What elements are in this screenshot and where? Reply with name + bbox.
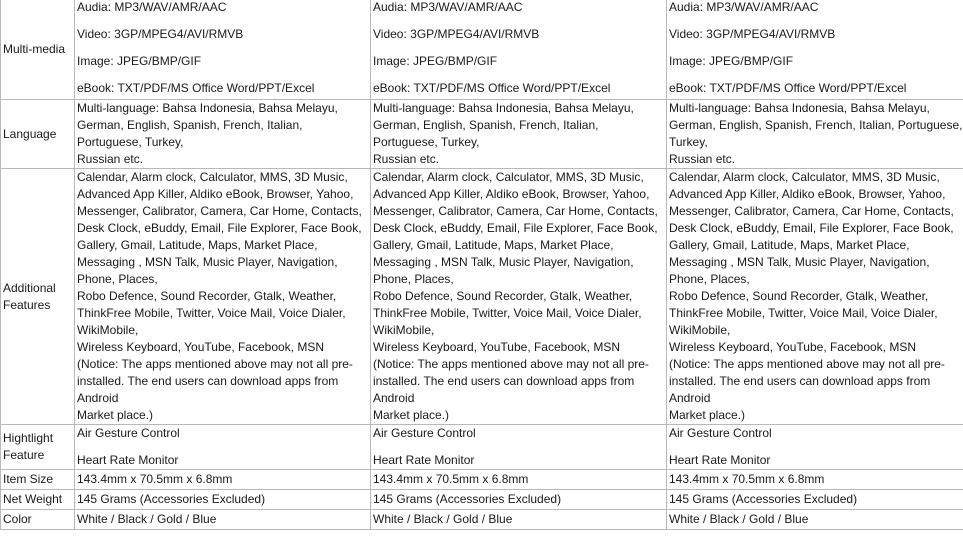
label-item-size: Item Size <box>1 470 75 490</box>
row-highlight-feature <box>1 425 963 470</box>
net-weight-cell-1: 145 Grams (Accessories Excluded) <box>75 490 371 510</box>
net-weight-cell-2: 145 Grams (Accessories Excluded) <box>371 490 667 510</box>
feature-line: Desk Clock, eBuddy, Email, File Explorer, Face Book, <box>77 221 362 235</box>
feature-line: Messaging , MSN Talk, Music Player, Navigation, <box>77 255 338 269</box>
feature-line: Robo Defence, Sound Recorder, Gtalk, Weather, <box>669 289 929 303</box>
multimedia-cell-2: Audia: MP3/WAV/AMR/AAC Video: 3GP/MPEG4/AVI/RMVB Image: JPEG/BMP/GIF eBook: TXT/PDF/MS Office Word/PPT/Excel <box>371 0 667 100</box>
feature-line: (Notice: The apps mentioned above may not all pre- <box>373 357 649 371</box>
feature-line: (Notice: The apps mentioned above may not all pre- <box>669 357 945 371</box>
row-item-size <box>1 470 963 490</box>
label-multimedia: Multi-media <box>1 0 75 100</box>
language-cell-3: Multi-language: Bahsa Indonesia, Bahsa Melayu, German, English, Spanish, French, Italian, Portuguese, Turkey, Russian etc. <box>667 100 963 169</box>
feature-line: Desk Clock, eBuddy, Email, File Explorer, Face Book, <box>373 221 658 235</box>
label-color: Color <box>1 510 75 530</box>
feature-line: Advanced App Killer, Aldiko eBook, Browser, Yahoo, <box>669 187 946 201</box>
feature-line: Messaging , MSN Talk, Music Player, Navigation, <box>669 255 930 269</box>
color-cell-3: White / Black / Gold / Blue <box>667 510 963 530</box>
row-additional-features <box>1 169 963 425</box>
item-size-cell-3: 143.4mm x 70.5mm x 6.8mm <box>667 470 963 490</box>
feature-line: Messaging , MSN Talk, Music Player, Navigation, <box>373 255 634 269</box>
item-size-cell-1: 143.4mm x 70.5mm x 6.8mm <box>75 470 371 490</box>
feature-line: Robo Defence, Sound Recorder, Gtalk, Weather, <box>373 289 633 303</box>
multimedia-cell-3: Audia: MP3/WAV/AMR/AAC Video: 3GP/MPEG4/AVI/RMVB Image: JPEG/BMP/GIF eBook: TXT/PDF/MS Office Word/PPT/Excel <box>667 0 963 100</box>
feature-line: Calendar, Alarm clock, Calculator, MMS, 3D Music, <box>373 170 644 184</box>
color-cell-1: White / Black / Gold / Blue <box>75 510 371 530</box>
feature-line: Robo Defence, Sound Recorder, Gtalk, Weather, <box>77 289 337 303</box>
feature-line: Android <box>77 391 119 405</box>
features-cell-3 <box>667 169 963 425</box>
features-cell-2 <box>371 169 667 425</box>
feature-line: Desk Clock, eBuddy, Email, File Explorer, Face Book, <box>669 221 954 235</box>
feature-line: installed. The end users can download apps from <box>77 374 339 388</box>
feature-line: Calendar, Alarm clock, Calculator, MMS, 3D Music, <box>77 170 348 184</box>
feature-line: Wireless Keyboard, YouTube, Facebook, MSN <box>373 340 621 354</box>
feature-line: Calendar, Alarm clock, Calculator, MMS, 3D Music, <box>669 170 940 184</box>
feature-line: Gallery, Gmail, Latitude, Maps, Market Place, <box>373 238 614 252</box>
language-cell-2: Multi-language: Bahsa Indonesia, Bahsa Melayu, German, English, Spanish, French, Italian, Portuguese, Turkey, Russian etc. <box>371 100 667 169</box>
feature-line: WikiMobile, <box>669 323 731 337</box>
color-cell-2: White / Black / Gold / Blue <box>371 510 667 530</box>
highlight-cell-3: Air Gesture Control Heart Rate Monitor <box>667 425 963 470</box>
feature-line: Messenger, Calibrator, Camera, Car Home, Contacts, <box>669 204 954 218</box>
highlight-cell-1: Air Gesture Control Heart Rate Monitor <box>75 425 371 470</box>
row-net-weight <box>1 490 963 510</box>
language-cell-1: Multi-language: Bahsa Indonesia, Bahsa Melayu, German, English, Spanish, French, Italian, Portuguese, Turkey, Russian etc. <box>75 100 371 169</box>
feature-line: Android <box>669 391 711 405</box>
feature-line: WikiMobile, <box>77 323 139 337</box>
feature-line: installed. The end users can download apps from <box>669 374 931 388</box>
row-color <box>1 510 963 530</box>
feature-line: Advanced App Killer, Aldiko eBook, Browser, Yahoo, <box>373 187 650 201</box>
feature-line: Android <box>373 391 415 405</box>
feature-line: Gallery, Gmail, Latitude, Maps, Market Place, <box>77 238 318 252</box>
feature-line: Messenger, Calibrator, Camera, Car Home, Contacts, <box>373 204 658 218</box>
feature-line: ThinkFree Mobile, Twitter, Voice Mail, Voice Dialer, <box>669 306 938 320</box>
label-net-weight: Net Weight <box>1 490 75 510</box>
feature-line: WikiMobile, <box>373 323 435 337</box>
feature-line: Advanced App Killer, Aldiko eBook, Browser, Yahoo, <box>77 187 354 201</box>
feature-line: Wireless Keyboard, YouTube, Facebook, MSN <box>669 340 917 354</box>
feature-line: ThinkFree Mobile, Twitter, Voice Mail, Voice Dialer, <box>77 306 346 320</box>
feature-line: Wireless Keyboard, YouTube, Facebook, MSN <box>77 340 325 354</box>
feature-line: Market place.) <box>373 408 450 422</box>
feature-line: Gallery, Gmail, Latitude, Maps, Market Place, <box>669 238 910 252</box>
feature-line: Phone, Places, <box>373 272 454 286</box>
features-cell-1 <box>75 169 371 425</box>
row-multimedia <box>1 0 963 100</box>
net-weight-cell-3: 145 Grams (Accessories Excluded) <box>667 490 963 510</box>
item-size-cell-2: 143.4mm x 70.5mm x 6.8mm <box>371 470 667 490</box>
highlight-cell-2: Air Gesture Control Heart Rate Monitor <box>371 425 667 470</box>
feature-line: ThinkFree Mobile, Twitter, Voice Mail, Voice Dialer, <box>373 306 642 320</box>
row-language <box>1 100 963 169</box>
feature-line: Market place.) <box>77 408 154 422</box>
label-language: Language <box>1 100 75 169</box>
feature-line: Market place.) <box>669 408 746 422</box>
feature-line: Messenger, Calibrator, Camera, Car Home, Contacts, <box>77 204 362 218</box>
feature-line: installed. The end users can download apps from <box>373 374 635 388</box>
feature-line: Phone, Places, <box>669 272 750 286</box>
label-highlight-feature: Hightlight Feature <box>1 425 75 470</box>
label-additional-features: Additional Features <box>1 169 75 425</box>
multimedia-cell-1: Audia: MP3/WAV/AMR/AAC Video: 3GP/MPEG4/AVI/RMVB Image: JPEG/BMP/GIF eBook: TXT/PDF/MS Office Word/PPT/Excel <box>75 0 371 100</box>
feature-line: (Notice: The apps mentioned above may not all pre- <box>77 357 353 371</box>
feature-line: Phone, Places, <box>77 272 158 286</box>
